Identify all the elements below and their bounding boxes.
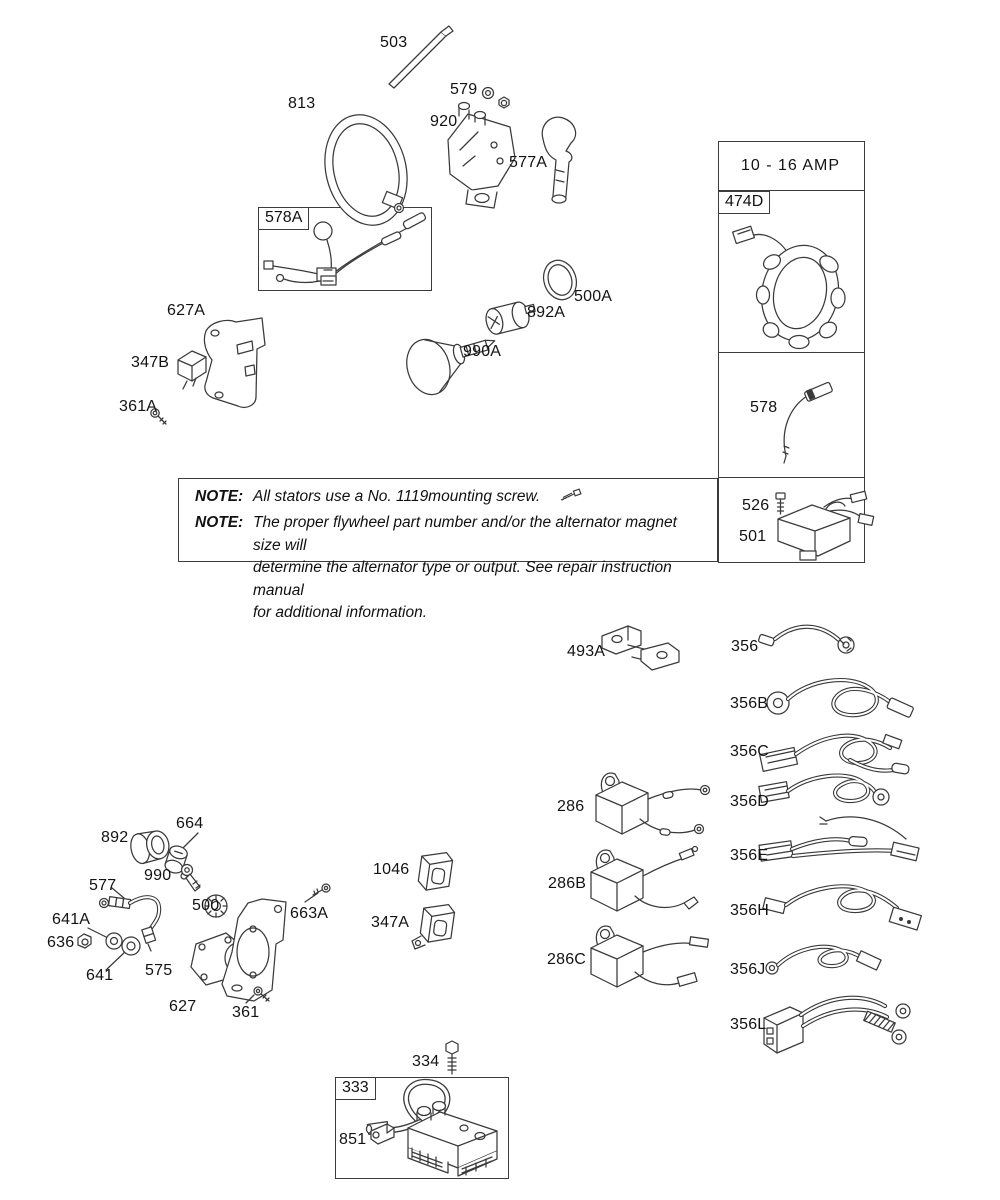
label-813: 813 — [288, 95, 316, 112]
label-641A: 641A — [52, 911, 91, 928]
part-356L-drawing — [764, 998, 910, 1053]
label-664: 664 — [176, 815, 204, 832]
note-2-prefix: NOTE: — [195, 514, 244, 532]
part-347A-drawing — [412, 901, 455, 949]
label-577A: 577A — [509, 154, 548, 171]
label-493A: 493A — [567, 643, 606, 660]
note-1-prefix: NOTE: — [195, 488, 244, 505]
part-286-drawing — [596, 773, 710, 836]
label-356E: 356E — [730, 847, 769, 864]
label-356: 356 — [731, 638, 759, 655]
label-526: 526 — [742, 497, 770, 514]
part-813-drawing — [314, 106, 419, 234]
part-356J-drawing — [766, 947, 881, 974]
part-356H-drawing — [763, 886, 922, 930]
label-892A: 892A — [527, 304, 566, 321]
part-990A-drawing — [400, 321, 504, 400]
alternator-box-divider-2 — [718, 352, 864, 353]
label-356H: 356H — [730, 902, 770, 919]
part-578-drawing — [783, 382, 833, 463]
label-286C: 286C — [547, 951, 587, 968]
label-361A: 361A — [119, 398, 158, 415]
label-503: 503 — [380, 34, 408, 51]
part-347B-drawing — [178, 351, 206, 389]
label-641: 641 — [86, 967, 114, 984]
part-892-drawing — [128, 828, 171, 865]
note-2 — [195, 512, 707, 624]
part-579-drawing — [483, 88, 510, 109]
label-990: 990 — [144, 867, 172, 884]
label-920: 920 — [430, 113, 458, 130]
part-493A-drawing — [602, 626, 679, 670]
part-577A-drawing — [542, 117, 575, 203]
label-334: 334 — [412, 1053, 440, 1070]
label-356C: 356C — [730, 743, 770, 760]
note-2-line-2: determine the alternator type or output. See repair instruction manual — [253, 559, 672, 599]
note-2-line-3: for additional information. — [253, 604, 428, 622]
part-641A-drawing — [88, 928, 122, 949]
part-663A-drawing — [305, 884, 330, 902]
part-636-drawing — [78, 934, 91, 948]
part-920-drawing — [448, 103, 515, 209]
label-627A: 627A — [167, 302, 206, 319]
label-851: 851 — [339, 1131, 367, 1148]
alternator-box-divider-3 — [718, 477, 864, 478]
part-501-drawing — [778, 491, 874, 560]
amp-rating-header: 10 - 16 AMP — [740, 157, 841, 174]
group-label-578A: 578A — [258, 207, 309, 230]
part-356B-drawing — [767, 680, 914, 718]
part-356-drawing — [758, 627, 854, 653]
label-356J: 356J — [730, 961, 766, 978]
label-990A: 990A — [463, 343, 502, 360]
part-356E-drawing — [759, 817, 919, 861]
label-627: 627 — [169, 998, 197, 1015]
label-347B: 347B — [131, 354, 170, 371]
label-347A: 347A — [371, 914, 410, 931]
group-label-474D: 474D — [718, 191, 770, 214]
label-361: 361 — [232, 1004, 260, 1021]
label-286B: 286B — [548, 875, 587, 892]
label-575: 575 — [145, 962, 173, 979]
label-501: 501 — [739, 528, 767, 545]
label-356D: 356D — [730, 793, 770, 810]
mounting-screw-icon — [554, 488, 584, 504]
note-1 — [195, 486, 707, 508]
part-474D-stator-drawing — [733, 226, 848, 348]
part-334-drawing — [446, 1041, 458, 1074]
label-663A: 663A — [290, 905, 329, 922]
note-2-text — [253, 512, 707, 624]
note-1-text: All stators use a No. 1119mounting screw. — [253, 488, 541, 505]
label-1046: 1046 — [373, 861, 410, 878]
label-636: 636 — [47, 934, 75, 951]
part-286B-drawing — [591, 847, 698, 912]
notes-box — [178, 478, 718, 622]
part-286C-drawing — [591, 926, 708, 987]
label-579: 579 — [450, 81, 478, 98]
part-1046-drawing — [417, 849, 453, 893]
label-577: 577 — [89, 877, 117, 894]
note-2-line-1: The proper flywheel part number and/or the alternator magnet size will — [253, 514, 677, 554]
group-label-333: 333 — [335, 1077, 376, 1100]
label-578: 578 — [750, 399, 778, 416]
label-892: 892 — [101, 829, 129, 846]
label-356L: 356L — [730, 1016, 767, 1033]
part-526-drawing — [776, 493, 785, 514]
part-627A-drawing — [204, 318, 265, 407]
label-500A: 500A — [574, 288, 613, 305]
part-356D-drawing — [759, 776, 889, 805]
part-356C-drawing — [760, 735, 910, 775]
label-286: 286 — [557, 798, 585, 815]
label-356B: 356B — [730, 695, 769, 712]
label-500: 500 — [192, 897, 220, 914]
